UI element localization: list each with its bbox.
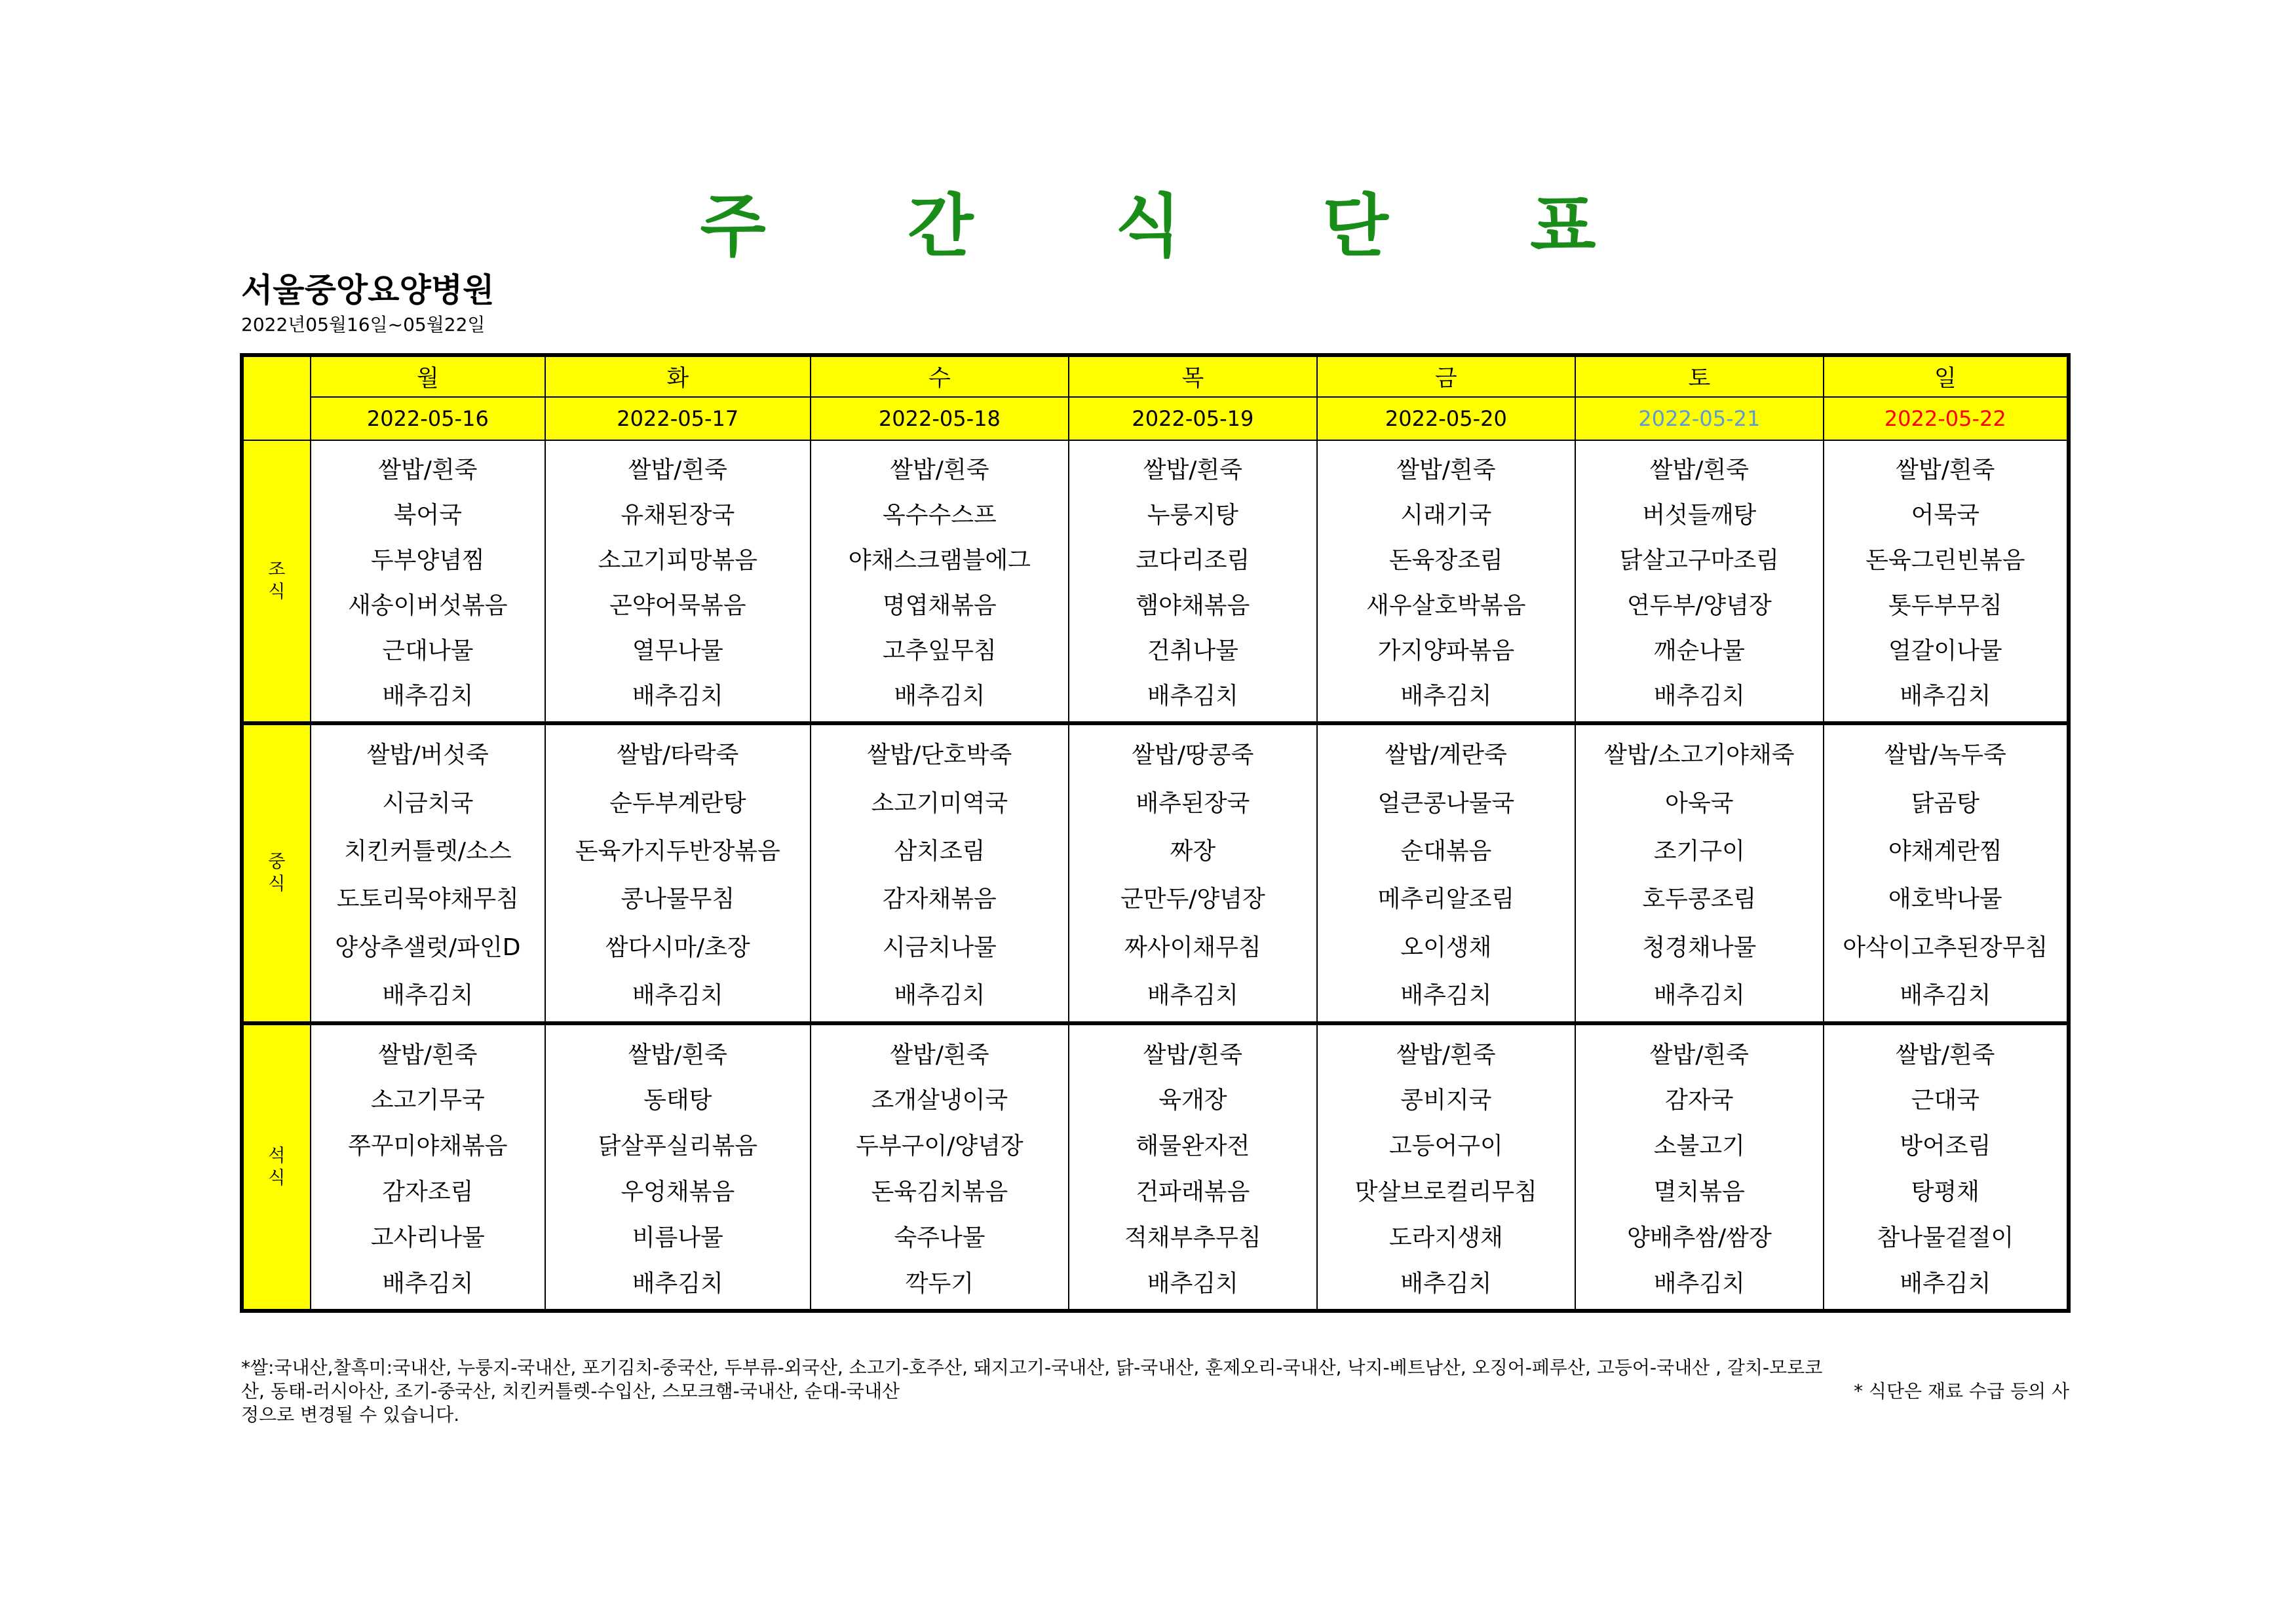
menu-item: 배추김치 — [382, 982, 474, 1010]
menu-cell — [811, 723, 1069, 1023]
menu-item: 아삭이고추된장무침 — [1843, 934, 2048, 961]
menu-cell — [1069, 1023, 1316, 1311]
menu-item: 시금치나물 — [882, 934, 997, 961]
menu-item: 쌀밥/단호박죽 — [867, 742, 1012, 769]
organization-name: 서울중앙요양병원 — [241, 271, 495, 309]
menu-item: 조기구이 — [1653, 838, 1745, 865]
menu-item: 감자채볶음 — [882, 886, 997, 913]
footnote-origin-text: 산, 동태-러시아산, 조기-중국산, 치킨커틀렛-수입산, 스모크햄-국내산, 순대-국내산 — [241, 1380, 900, 1402]
menu-item: 배추된장국 — [1136, 789, 1250, 817]
menu-item: 어묵국 — [1911, 502, 1980, 529]
menu-item: 쌀밥/땅콩죽 — [1132, 742, 1254, 769]
menu-item: 삼치조림 — [894, 838, 985, 865]
day-header: 목 — [1069, 355, 1316, 397]
menu-cell — [1824, 1023, 2069, 1311]
menu-item: 쭈꾸미야채볶음 — [348, 1133, 508, 1160]
menu-item: 배추김치 — [1147, 683, 1238, 710]
menu-item: 쌀밥/흰죽 — [628, 457, 727, 484]
menu-item: 근대국 — [1911, 1087, 1980, 1114]
day-header: 일 — [1824, 355, 2069, 397]
menu-item: 돈육가지두반장볶음 — [575, 838, 780, 865]
menu-item: 새송이버섯볶음 — [348, 592, 508, 620]
menu-item: 열무나물 — [632, 637, 723, 665]
menu-item: 콩비지국 — [1400, 1087, 1492, 1114]
menu-item: 참나물겉절이 — [1877, 1224, 2014, 1251]
footnote-line — [241, 1380, 2069, 1403]
day-header: 금 — [1317, 355, 1576, 397]
menu-item: 배추김치 — [1147, 1270, 1238, 1297]
menu-item: 배추김치 — [1900, 1270, 1991, 1297]
menu-item: 배추김치 — [1900, 683, 1991, 710]
menu-item: 쌀밥/흰죽 — [1896, 457, 1995, 484]
menu-item: 쌀밥/타락죽 — [617, 742, 739, 769]
menu-cell — [1575, 723, 1823, 1023]
menu-item: 톳두부무침 — [1888, 592, 2002, 620]
date-header: 2022-05-20 — [1317, 397, 1576, 440]
menu-item: 누룽지탕 — [1147, 502, 1238, 529]
date-header-saturday: 2022-05-21 — [1575, 397, 1823, 440]
menu-item: 시금치국 — [382, 789, 474, 817]
menu-item: 콩나물무침 — [621, 886, 735, 913]
menu-cell — [311, 723, 545, 1023]
menu-item: 배추김치 — [1653, 1270, 1745, 1297]
menu-item: 얼갈이나물 — [1888, 637, 2002, 665]
menu-item: 순대볶음 — [1400, 838, 1492, 865]
menu-item: 소고기무국 — [370, 1087, 485, 1114]
menu-cell — [1317, 440, 1576, 723]
date-header-row — [242, 397, 2069, 440]
menu-item: 짜장 — [1170, 838, 1216, 865]
menu-item: 우엉채볶음 — [621, 1179, 735, 1206]
footnote-line: 정으로 변경될 수 있습니다. — [241, 1404, 460, 1426]
menu-item: 멸치볶음 — [1653, 1179, 1745, 1206]
menu-cell — [1575, 440, 1823, 723]
date-header: 2022-05-18 — [811, 397, 1069, 440]
menu-item: 맛살브로컬리무침 — [1354, 1179, 1537, 1206]
menu-item: 양상추샐럿/파인D — [335, 934, 521, 961]
menu-item: 순두부계란탕 — [609, 789, 746, 817]
menu-item: 배추김치 — [894, 982, 985, 1010]
date-header: 2022-05-19 — [1069, 397, 1316, 440]
page-title: 주 간 식 단 표 — [700, 186, 1655, 266]
menu-item: 도라지생채 — [1388, 1224, 1503, 1251]
menu-cell — [311, 440, 545, 723]
menu-cell — [545, 1023, 811, 1311]
menu-item: 배추김치 — [382, 1270, 474, 1297]
menu-item: 가지양파볶음 — [1377, 637, 1515, 665]
menu-item: 쌀밥/흰죽 — [1143, 457, 1242, 484]
menu-item: 배추김치 — [632, 683, 723, 710]
menu-item: 오이생채 — [1400, 934, 1492, 961]
menu-item: 쌀밥/흰죽 — [890, 457, 989, 484]
date-header: 2022-05-17 — [545, 397, 811, 440]
menu-item: 닭곰탕 — [1911, 789, 1980, 817]
menu-cell — [1824, 723, 2069, 1023]
breakfast-row — [242, 440, 2069, 723]
menu-item: 방어조림 — [1900, 1133, 1991, 1160]
menu-item: 쌀밥/버섯죽 — [366, 742, 489, 769]
footnote-line: *쌀:국내산,찰흑미:국내산, 누룽지-국내산, 포기김치-중국산, 두부류-외국산, 소고기-호주산, 돼지고기-국내산, 닭-국내산, 훈제오리-국내산, 낙지-베트남산, 오징어-페루산, 고등어-국내산 , 갈치-모로코 — [241, 1357, 1823, 1378]
menu-item: 감자조림 — [382, 1179, 474, 1206]
menu-item: 깨순나물 — [1653, 637, 1745, 665]
menu-item: 두부구이/양념장 — [856, 1133, 1024, 1160]
menu-item: 조개살냉이국 — [871, 1087, 1008, 1114]
date-header: 2022-05-16 — [311, 397, 545, 440]
menu-item: 고사리나물 — [370, 1224, 485, 1251]
origin-footnote — [241, 1356, 2069, 1427]
menu-item: 명엽채볶음 — [882, 592, 997, 620]
day-header: 수 — [811, 355, 1069, 397]
menu-item: 얼큰콩나물국 — [1377, 789, 1515, 817]
menu-item: 쌀밥/흰죽 — [1649, 1041, 1749, 1068]
menu-item: 쌀밥/소고기야채죽 — [1604, 742, 1795, 769]
menu-item: 닭살고구마조림 — [1619, 547, 1780, 575]
menu-item: 청경채나물 — [1642, 934, 1757, 961]
menu-item: 새우살호박볶음 — [1366, 592, 1526, 620]
menu-item: 배추김치 — [1653, 982, 1745, 1010]
menu-item: 적채부추무침 — [1124, 1224, 1261, 1251]
menu-item: 애호박나물 — [1888, 886, 2002, 913]
day-header: 토 — [1575, 355, 1823, 397]
menu-cell — [811, 1023, 1069, 1311]
menu-cell — [545, 440, 811, 723]
menu-item: 해물완자전 — [1136, 1133, 1250, 1160]
menu-item: 깍두기 — [905, 1270, 974, 1297]
menu-item: 건파래볶음 — [1136, 1179, 1250, 1206]
menu-item: 고추잎무침 — [882, 637, 997, 665]
menu-item: 치킨커틀렛/소스 — [344, 838, 512, 865]
menu-item: 아욱국 — [1665, 789, 1734, 817]
day-header-row — [242, 355, 2069, 397]
menu-item: 두부양념찜 — [370, 547, 485, 575]
menu-item: 쌀밥/흰죽 — [1896, 1041, 1995, 1068]
menu-item: 쌀밥/흰죽 — [378, 1041, 478, 1068]
menu-item: 양배추쌈/쌈장 — [1626, 1224, 1772, 1251]
menu-cell — [1069, 723, 1316, 1023]
menu-item: 소고기피망볶음 — [598, 547, 757, 575]
menu-item: 옥수수스프 — [882, 502, 997, 529]
menu-cell — [1317, 723, 1576, 1023]
menu-cell — [311, 1023, 545, 1311]
menu-item: 쌀밥/계란죽 — [1385, 742, 1507, 769]
menu-item: 돈육김치볶음 — [871, 1179, 1008, 1206]
menu-item: 근대나물 — [382, 637, 474, 665]
menu-item: 배추김치 — [1147, 982, 1238, 1010]
dinner-row — [242, 1023, 2069, 1311]
menu-item: 쌀밥/녹두죽 — [1884, 742, 2006, 769]
menu-item: 쌀밥/흰죽 — [1396, 457, 1496, 484]
menu-item: 닭살푸실리볶음 — [598, 1133, 757, 1160]
menu-item: 곤약어묵볶음 — [609, 592, 746, 620]
menu-cell — [811, 440, 1069, 723]
menu-item: 북어국 — [393, 502, 462, 529]
menu-item: 배추김치 — [1400, 982, 1492, 1010]
menu-item: 배추김치 — [382, 683, 474, 710]
menu-item: 배추김치 — [1653, 683, 1745, 710]
menu-item: 배추김치 — [1400, 683, 1492, 710]
menu-item: 동태탕 — [643, 1087, 712, 1114]
menu-item: 시래기국 — [1400, 502, 1492, 529]
menu-item: 쌈다시마/초장 — [605, 934, 750, 961]
menu-item: 코다리조림 — [1136, 547, 1250, 575]
menu-item: 메추리알조림 — [1377, 886, 1515, 913]
menu-item: 육개장 — [1158, 1087, 1227, 1114]
menu-item: 햄야채볶음 — [1136, 592, 1250, 620]
menu-item: 쌀밥/흰죽 — [1143, 1041, 1242, 1068]
menu-item: 쌀밥/흰죽 — [378, 457, 478, 484]
menu-item: 쌀밥/흰죽 — [1396, 1041, 1496, 1068]
menu-item: 연두부/양념장 — [1626, 592, 1772, 620]
header-corner-cell — [242, 355, 311, 440]
menu-cell — [1069, 440, 1316, 723]
weekly-menu-table — [240, 353, 2071, 1313]
menu-period: 2022년05월16일~05월22일 — [241, 314, 486, 335]
menu-item: 호두콩조림 — [1642, 886, 1757, 913]
menu-item: 건취나물 — [1147, 637, 1238, 665]
menu-item: 쌀밥/흰죽 — [628, 1041, 727, 1068]
menu-item: 소고기미역국 — [871, 789, 1008, 817]
menu-item: 배추김치 — [1400, 1270, 1492, 1297]
menu-item: 쌀밥/흰죽 — [1649, 457, 1749, 484]
menu-item: 버섯들깨탕 — [1642, 502, 1757, 529]
meal-label-lunch: 중식 — [242, 723, 311, 1023]
menu-cell — [1317, 1023, 1576, 1311]
day-header: 화 — [545, 355, 811, 397]
date-header-sunday: 2022-05-22 — [1824, 397, 2069, 440]
menu-item: 배추김치 — [894, 683, 985, 710]
menu-cell — [545, 723, 811, 1023]
menu-item: 야채스크램블에그 — [848, 547, 1031, 575]
menu-item: 유채된장국 — [621, 502, 735, 529]
lunch-row — [242, 723, 2069, 1023]
menu-item: 배추김치 — [632, 982, 723, 1010]
menu-item: 돈육그린빈볶음 — [1866, 547, 2025, 575]
menu-item: 감자국 — [1665, 1087, 1734, 1114]
menu-cell — [1575, 1023, 1823, 1311]
menu-item: 군만두/양념장 — [1120, 886, 1265, 913]
footnote-change-notice: * 식단은 재료 수급 등의 사 — [1854, 1380, 2069, 1402]
menu-item: 숙주나물 — [894, 1224, 985, 1251]
menu-cell — [1824, 440, 2069, 723]
menu-item: 고등어구이 — [1388, 1133, 1503, 1160]
menu-item: 쌀밥/흰죽 — [890, 1041, 989, 1068]
menu-item: 짜사이채무침 — [1124, 934, 1261, 961]
menu-item: 소불고기 — [1653, 1133, 1745, 1160]
meal-label-dinner: 석식 — [242, 1023, 311, 1311]
menu-item: 도토리묵야채무침 — [336, 886, 519, 913]
menu-item: 야채계란찜 — [1888, 838, 2002, 865]
meal-label-breakfast: 조식 — [242, 440, 311, 723]
menu-item: 돈육장조림 — [1388, 547, 1503, 575]
day-header: 월 — [311, 355, 545, 397]
menu-item: 비름나물 — [632, 1224, 723, 1251]
menu-item: 탕평채 — [1911, 1179, 1980, 1206]
menu-item: 배추김치 — [1900, 982, 1991, 1010]
menu-item: 배추김치 — [632, 1270, 723, 1297]
